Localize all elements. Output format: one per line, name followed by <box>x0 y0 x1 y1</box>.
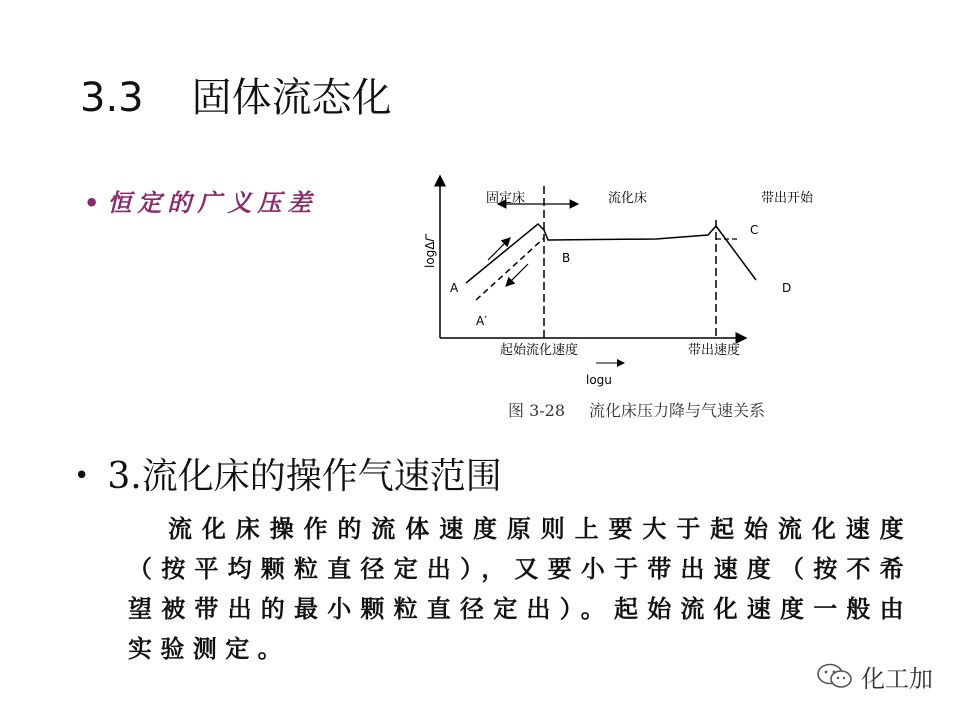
point-c-label: C <box>750 223 759 237</box>
wechat-icon <box>815 662 855 690</box>
section-heading <box>74 448 502 499</box>
x-axis-label: logu <box>586 373 612 387</box>
carryover-velocity-label: 带出速度 <box>688 343 741 358</box>
section-heading-text: 3.流化床的操作气速范围 <box>107 456 502 497</box>
min-fluidization-velocity-label: 起始流化速度 <box>500 343 579 358</box>
section-bullet-icon: • <box>74 461 90 491</box>
title-number: 3.3 <box>80 75 144 121</box>
watermark-text: 化工加 <box>861 664 933 693</box>
watermark <box>815 660 933 692</box>
caption-text: 流化床压力降与气速关系 <box>589 401 766 420</box>
point-b-label: B <box>562 251 571 265</box>
bullet-dot-icon: • <box>84 189 100 217</box>
figure-caption <box>508 398 765 421</box>
point-a-prime-label: A′ <box>476 314 487 328</box>
point-a-label: A <box>450 281 459 295</box>
caption-number: 图 3-28 <box>508 401 566 420</box>
y-axis-label: logΔ𝛤 <box>423 234 437 268</box>
title-text: 固体流态化 <box>191 75 392 121</box>
fluid-bed-label: 流化床 <box>608 191 648 206</box>
pressure-drop-curve <box>466 223 759 283</box>
point-d-label: D <box>782 281 792 295</box>
decrease-direction-arrow <box>506 264 528 286</box>
carryover-start-label: 带出开始 <box>761 191 814 206</box>
slide-title <box>80 66 392 123</box>
body-paragraph: 流化床操作的流体速度原则上要大于起始流化速度（按平均颗粒直径定出），又要小于带出速度（按不希望被带出的最小颗粒直径定出）。起始流化速度一般由实验测定。 <box>128 515 912 663</box>
sub-bullet-text: 恒定的广义压差 <box>107 189 318 217</box>
pressure-drop-diagram <box>416 168 816 428</box>
sub-bullet <box>84 183 317 218</box>
fixed-bed-label: 固定床 <box>486 191 526 206</box>
pressure-drop-figure <box>416 168 816 428</box>
